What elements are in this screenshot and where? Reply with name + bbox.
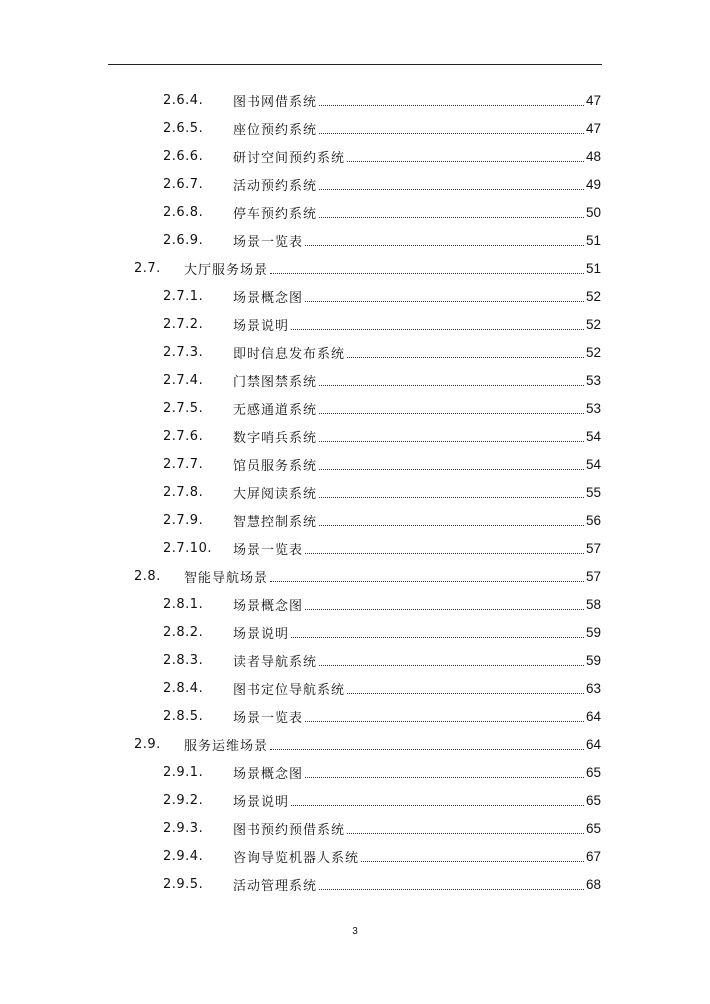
- toc-entry-number: 2.7.2.: [163, 316, 204, 332]
- toc-entry-title: 场景概念图: [233, 290, 304, 306]
- toc-entry[interactable]: [163, 170, 601, 198]
- toc-entry[interactable]: [163, 814, 601, 842]
- toc-entry-title: 场景一览表: [233, 234, 304, 250]
- toc-entry-title: 大屏阅读系统: [233, 486, 318, 502]
- toc-entry-page: 48: [585, 148, 601, 164]
- toc-entry-number: 2.9.4.: [163, 848, 204, 864]
- page-number: 3: [352, 926, 358, 937]
- toc-entry-number: 2.8.5.: [163, 708, 204, 724]
- toc-entry[interactable]: [163, 114, 601, 142]
- toc-entry[interactable]: [163, 422, 601, 450]
- toc-entry[interactable]: [163, 590, 601, 618]
- toc-leader-dots: [319, 524, 584, 526]
- toc-entry-title: 场景说明: [233, 626, 290, 642]
- toc-entry[interactable]: [163, 226, 601, 254]
- toc-entry-number: 2.9.1.: [163, 764, 204, 780]
- toc-entry-page: 58: [585, 596, 601, 612]
- toc-entry-number: 2.6.6.: [163, 148, 204, 164]
- toc-entry-page: 51: [585, 232, 601, 248]
- toc-entry-number: 2.8.1.: [163, 596, 204, 612]
- toc-leader-dots: [347, 832, 584, 834]
- toc-entry-page: 54: [585, 428, 601, 444]
- toc-entry-title: 咨询导览机器人系统: [233, 850, 360, 866]
- toc-leader-dots: [319, 384, 584, 386]
- toc-entry[interactable]: [163, 674, 601, 702]
- toc-entry-page: 65: [585, 764, 601, 780]
- toc-entry-number: 2.7.: [134, 260, 161, 276]
- toc-entry-title: 图书网借系统: [233, 94, 318, 110]
- toc-leader-dots: [319, 664, 584, 666]
- toc-entry-page: 53: [585, 400, 601, 416]
- toc-entry[interactable]: [163, 142, 601, 170]
- toc-entry-number: 2.6.8.: [163, 204, 204, 220]
- toc-leader-dots: [305, 776, 584, 778]
- toc-leader-dots: [319, 216, 584, 218]
- toc-leader-dots: [305, 720, 584, 722]
- toc-entry-title: 图书定位导航系统: [233, 682, 346, 698]
- toc-entry-page: 52: [585, 316, 601, 332]
- header-rule: [108, 64, 602, 65]
- toc-entry[interactable]: [163, 366, 601, 394]
- toc-leader-dots: [319, 468, 584, 470]
- toc-leader-dots: [319, 188, 584, 190]
- toc-entry-page: 55: [585, 484, 601, 500]
- toc-entry-title: 座位预约系统: [233, 122, 318, 138]
- toc-entry-number: 2.9.3.: [163, 820, 204, 836]
- toc-leader-dots: [270, 272, 584, 274]
- toc-entry-title: 场景一览表: [233, 542, 304, 558]
- toc-entry[interactable]: [163, 450, 601, 478]
- toc-entry-page: 59: [585, 624, 601, 640]
- toc-entry-title: 无感通道系统: [233, 402, 318, 418]
- toc-entry[interactable]: [163, 758, 601, 786]
- toc-leader-dots: [347, 160, 584, 162]
- toc-entry[interactable]: [134, 254, 601, 282]
- toc-entry[interactable]: [163, 534, 601, 562]
- toc-entry-number: 2.9.2.: [163, 792, 204, 808]
- toc-entry[interactable]: [163, 786, 601, 814]
- toc-leader-dots: [305, 244, 584, 246]
- toc-entry[interactable]: [134, 562, 601, 590]
- toc-entry-title: 读者导航系统: [233, 654, 318, 670]
- toc-entry-number: 2.8.4.: [163, 680, 204, 696]
- toc-entry-page: 51: [585, 260, 601, 276]
- toc-leader-dots: [291, 328, 584, 330]
- toc-entry-number: 2.9.: [134, 736, 161, 752]
- toc-entry-number: 2.6.9.: [163, 232, 204, 248]
- toc-entry-page: 47: [585, 120, 601, 136]
- toc-entry-title: 馆员服务系统: [233, 458, 318, 474]
- toc-leader-dots: [319, 888, 584, 890]
- toc-entry-title: 场景概念图: [233, 598, 304, 614]
- toc-entry-title: 门禁图禁系统: [233, 374, 318, 390]
- toc-entry-page: 47: [585, 92, 601, 108]
- toc-leader-dots: [270, 580, 584, 582]
- toc-entry-number: 2.7.8.: [163, 484, 204, 500]
- toc-leader-dots: [361, 860, 584, 862]
- toc-entry[interactable]: [163, 646, 601, 674]
- toc-entry-page: 59: [585, 652, 601, 668]
- toc-entry-number: 2.6.7.: [163, 176, 204, 192]
- toc-entry-title: 活动管理系统: [233, 878, 318, 894]
- toc-entry-page: 63: [585, 680, 601, 696]
- toc-entry-title: 停车预约系统: [233, 206, 318, 222]
- toc-entry-title: 即时信息发布系统: [233, 346, 346, 362]
- toc-entry-page: 50: [585, 204, 601, 220]
- toc-entry-number: 2.7.1.: [163, 288, 204, 304]
- toc-entry-page: 53: [585, 372, 601, 388]
- toc-entry-title: 场景说明: [233, 794, 290, 810]
- toc-entry[interactable]: [163, 310, 601, 338]
- toc-entry[interactable]: [163, 394, 601, 422]
- toc-entry-page: 49: [585, 176, 601, 192]
- toc-entry[interactable]: [163, 618, 601, 646]
- toc-entry-page: 64: [585, 736, 601, 752]
- toc-entry-number: 2.7.10.: [163, 540, 212, 556]
- toc-leader-dots: [305, 552, 584, 554]
- toc-entry-title: 数字哨兵系统: [233, 430, 318, 446]
- toc-entry-number: 2.8.: [134, 568, 161, 584]
- toc-entry-page: 57: [585, 540, 601, 556]
- toc-leader-dots: [305, 300, 584, 302]
- toc-entry-number: 2.8.2.: [163, 624, 204, 640]
- toc-entry-title: 场景一览表: [233, 710, 304, 726]
- toc-entry-title: 智慧控制系统: [233, 514, 318, 530]
- toc-entry[interactable]: [163, 506, 601, 534]
- toc-leader-dots: [319, 412, 584, 414]
- toc-entry-title: 研讨空间预约系统: [233, 150, 346, 166]
- toc-leader-dots: [270, 748, 584, 750]
- toc-entry-title: 图书预约预借系统: [233, 822, 346, 838]
- toc-entry-number: 2.7.9.: [163, 512, 204, 528]
- toc-leader-dots: [305, 608, 584, 610]
- toc-entry-page: 65: [585, 792, 601, 808]
- toc-leader-dots: [347, 692, 584, 694]
- toc-entry[interactable]: [163, 198, 601, 226]
- toc-entry-page: 52: [585, 288, 601, 304]
- toc-entry-number: 2.7.5.: [163, 400, 204, 416]
- toc-entry-page: 64: [585, 708, 601, 724]
- toc-leader-dots: [347, 356, 584, 358]
- toc-entry-title: 智能导航场景: [184, 570, 269, 586]
- toc-entry-number: 2.7.6.: [163, 428, 204, 444]
- toc-entry-title: 场景概念图: [233, 766, 304, 782]
- toc-entry-page: 56: [585, 512, 601, 528]
- toc-entry-page: 68: [585, 876, 601, 892]
- toc-leader-dots: [319, 132, 584, 134]
- toc-entry-number: 2.7.4.: [163, 372, 204, 388]
- toc-entry-page: 57: [585, 568, 601, 584]
- toc-leader-dots: [319, 440, 584, 442]
- toc-entry-title: 服务运维场景: [184, 738, 269, 754]
- toc-entry-title: 活动预约系统: [233, 178, 318, 194]
- toc-leader-dots: [319, 104, 584, 106]
- toc-entry-number: 2.6.5.: [163, 120, 204, 136]
- toc-entry-title: 场景说明: [233, 318, 290, 334]
- toc-entry-page: 67: [585, 848, 601, 864]
- toc-entry-page: 52: [585, 344, 601, 360]
- toc-entry-page: 65: [585, 820, 601, 836]
- toc-entry[interactable]: [163, 338, 601, 366]
- toc-entry-number: 2.7.3.: [163, 344, 204, 360]
- toc-entry-title: 大厅服务场景: [184, 262, 269, 278]
- toc-entry-number: 2.6.4.: [163, 92, 204, 108]
- toc-entry-number: 2.8.3.: [163, 652, 204, 668]
- toc-entry[interactable]: [163, 86, 601, 114]
- toc-entry[interactable]: [163, 702, 601, 730]
- toc-leader-dots: [319, 496, 584, 498]
- toc-entry[interactable]: [163, 842, 601, 870]
- toc-entry[interactable]: [163, 282, 601, 310]
- toc-entry[interactable]: [163, 478, 601, 506]
- toc-entry[interactable]: [163, 870, 601, 898]
- toc-entry[interactable]: [134, 730, 601, 758]
- toc-entry-number: 2.9.5.: [163, 876, 204, 892]
- toc-entry-page: 54: [585, 456, 601, 472]
- toc-leader-dots: [291, 636, 584, 638]
- toc-leader-dots: [291, 804, 584, 806]
- toc-entry-number: 2.7.7.: [163, 456, 204, 472]
